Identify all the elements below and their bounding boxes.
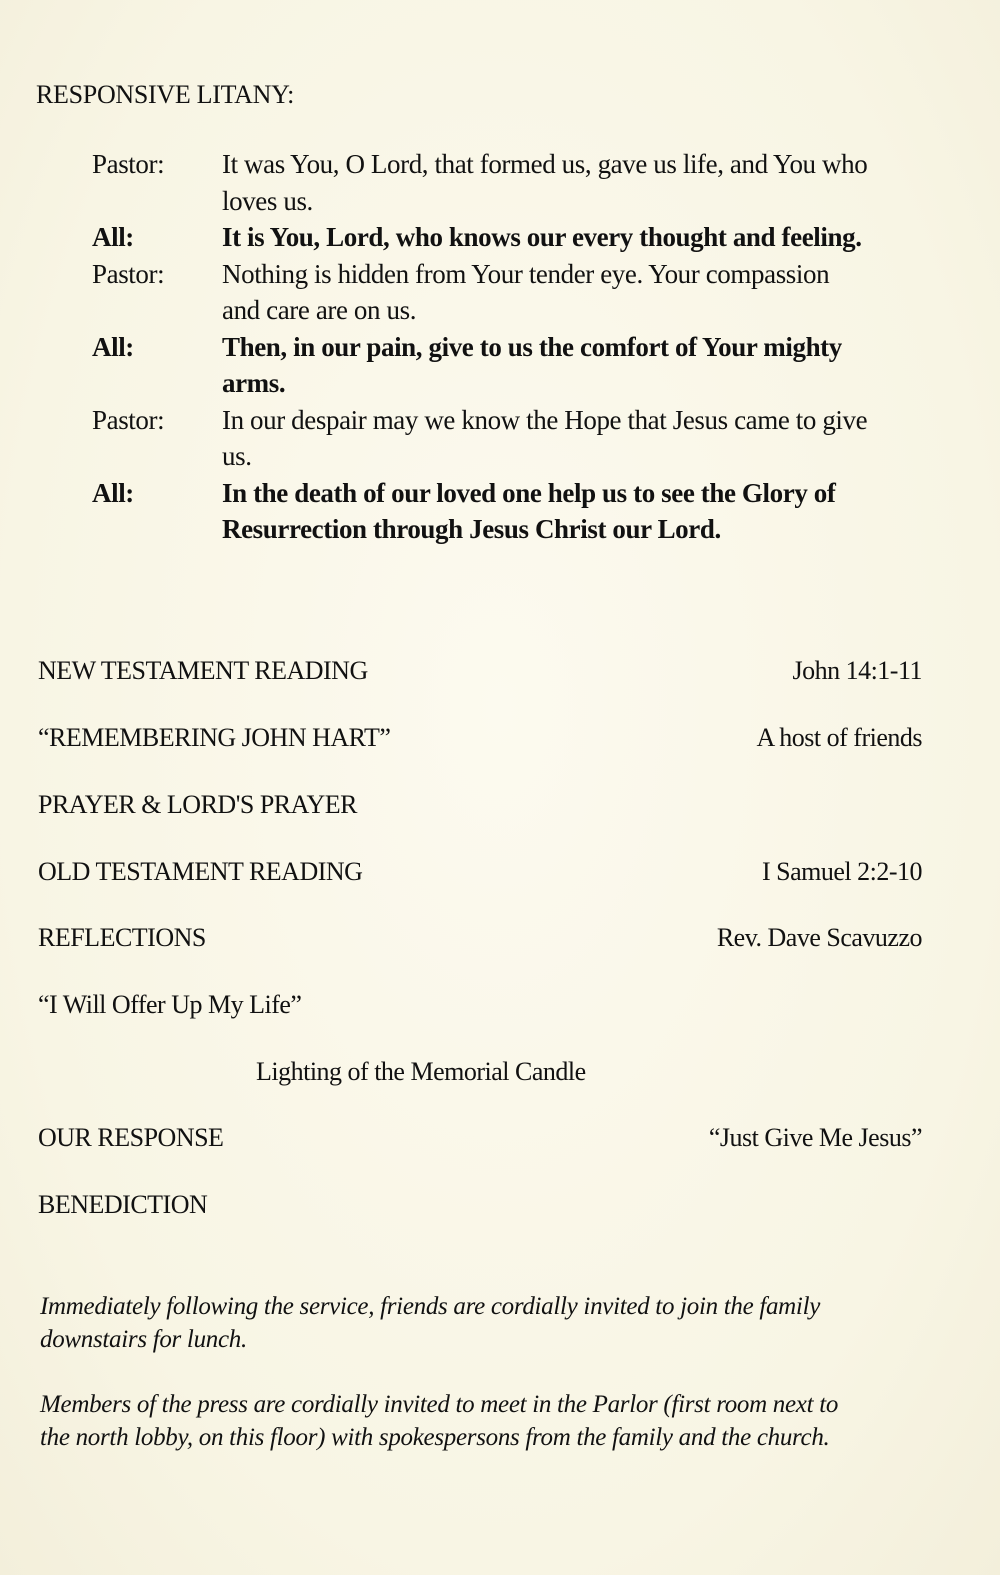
- litany-line: [92, 219, 872, 256]
- order-item-title: REFLECTIONS: [38, 923, 206, 952]
- order-item-detail: “Just Give Me Jesus”: [708, 1123, 922, 1152]
- order-item-title: OUR RESPONSE: [38, 1123, 224, 1152]
- litany-speaker: Pastor:: [92, 404, 165, 435]
- order-item-detail: I Samuel 2:2-10: [761, 857, 922, 886]
- litany-line: [92, 146, 872, 219]
- litany-text: In the death of our loved one help us to see the Glory of Resurrection through Jesus Christ our Lord.: [222, 477, 836, 544]
- order-item-title: “I Will Offer Up My Life”: [38, 990, 302, 1019]
- litany-speaker: All:: [92, 331, 134, 362]
- order-item-remembering: [38, 723, 922, 753]
- responsive-litany: [92, 146, 872, 548]
- order-item-title: NEW TESTAMENT READING: [38, 656, 368, 685]
- litany-text: It is You, Lord, who knows our every thought and feeling.: [222, 222, 862, 252]
- litany-text: In our despair may we know the Hope that Jesus came to give us.: [222, 404, 868, 471]
- order-item-old-testament: [38, 857, 922, 887]
- order-item-our-response: [38, 1123, 922, 1153]
- order-item-benediction: [38, 1190, 922, 1220]
- order-item-title: PRAYER & LORD'S PRAYER: [38, 790, 358, 819]
- order-item-new-testament: [38, 656, 922, 686]
- litany-speaker: Pastor:: [92, 258, 165, 289]
- press-note: Members of the press are cordially invited to meet in the Parlor (first room next to the north lobby, on this floor) with spokespersons from the family and the church.: [40, 1391, 839, 1451]
- lunch-note: Immediately following the service, friends are cordially invited to join the family downstairs for lunch.: [40, 1293, 821, 1353]
- order-item-detail: Rev. Dave Scavuzzo: [716, 923, 922, 952]
- order-item-title: “REMEMBERING JOHN HART”: [38, 723, 391, 752]
- order-item-detail: John 14:1-11: [792, 656, 922, 685]
- litany-line: [92, 402, 872, 475]
- order-item-reflections: [38, 923, 922, 953]
- litany-text: It was You, O Lord, that formed us, gave us life, and You who loves us.: [222, 149, 868, 216]
- litany-speaker: Pastor:: [92, 149, 165, 179]
- order-item-hymn: [38, 990, 922, 1020]
- litany-text: Nothing is hidden from Your tender eye. Your compassion and care are on us.: [222, 258, 830, 325]
- memorial-candle: Lighting of the Memorial Candle: [256, 1057, 586, 1086]
- litany-speaker: All:: [92, 477, 134, 508]
- litany-line: [92, 475, 872, 548]
- order-item-detail: A host of friends: [756, 723, 922, 752]
- litany-line: [92, 256, 872, 329]
- order-item-title: OLD TESTAMENT READING: [38, 857, 363, 886]
- litany-line: [92, 329, 872, 402]
- litany-text: Then, in our pain, give to us the comfort of Your mighty arms.: [222, 331, 842, 398]
- section-heading: RESPONSIVE LITANY:: [36, 80, 295, 109]
- order-item-title: BENEDICTION: [38, 1190, 208, 1219]
- litany-speaker: All:: [92, 222, 134, 252]
- order-item-prayer: [38, 790, 922, 820]
